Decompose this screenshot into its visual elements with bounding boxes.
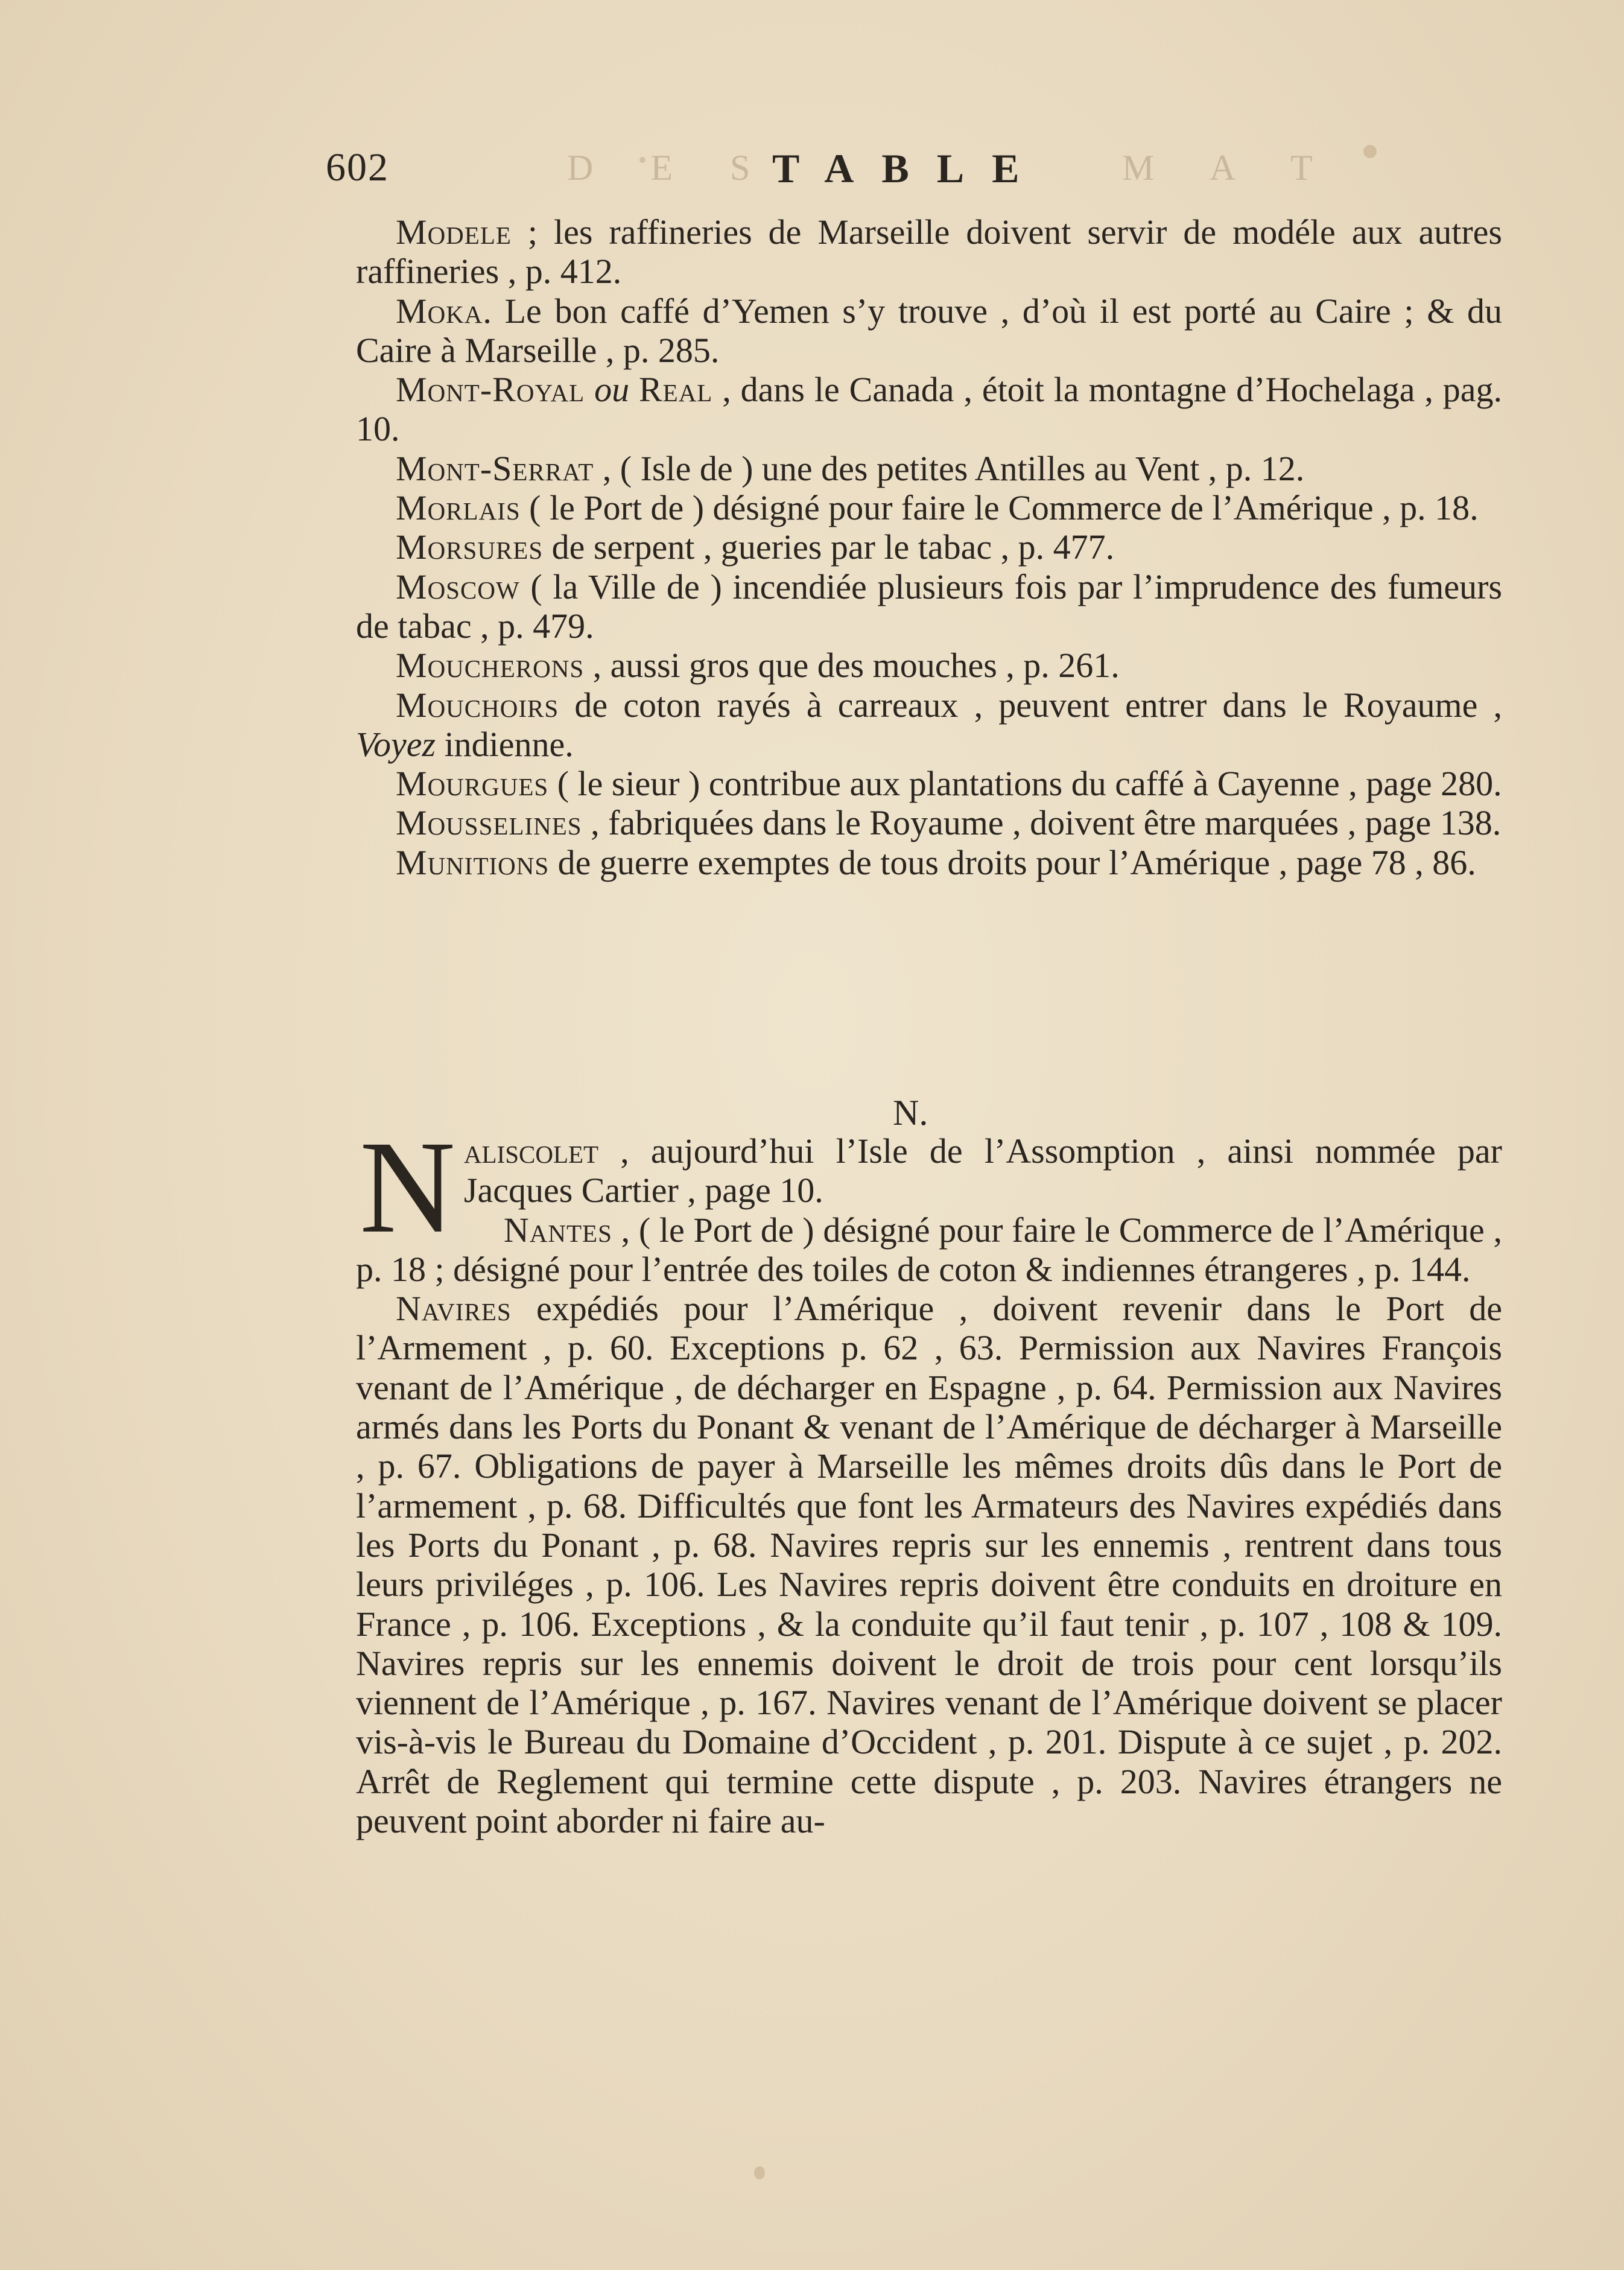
- entry-text: ( le Port de ) désigné pour faire le Commerce de l’Amérique , p. 18 ; désigné pour l’entrée des toiles de coton & indiennes étrangeres , p. 144.: [356, 1210, 1502, 1289]
- entry-headword: Moucherons: [396, 646, 585, 685]
- entry-headword: Nantes: [503, 1210, 612, 1250]
- entry-text: aussi gros que des mouches , p. 261.: [610, 646, 1120, 685]
- entry-separator: [512, 1289, 536, 1328]
- m-entries: [356, 212, 1502, 882]
- entry-connector: ou: [585, 370, 639, 410]
- entry-headword: Mourgues: [396, 764, 549, 804]
- entry-text: ( le Port de ) désigné pour faire le Commerce de l’Amérique , p. 18.: [529, 488, 1479, 528]
- index-entry: [356, 764, 1502, 803]
- entry-separator: ;: [511, 212, 554, 252]
- running-title: TABLE: [772, 145, 1047, 191]
- entry-headword: Navires: [396, 1289, 512, 1329]
- entry-text: les raffineries de Marseille doivent servir de modéle aux autres raffineries , p. 412.: [356, 212, 1502, 291]
- entry-text: de serpent , gueries par le tabac , p. 477.: [551, 527, 1115, 567]
- entry-headword: Mont-Serrat: [396, 448, 594, 488]
- paper-stain: [639, 157, 645, 163]
- index-entry: [356, 646, 1502, 685]
- page-number: 602: [326, 145, 389, 189]
- entry-headword: Morlais: [396, 488, 521, 528]
- entry-headword: Mont-Royal: [396, 370, 585, 410]
- running-head: [326, 145, 1490, 205]
- paper-stain: [1363, 145, 1377, 158]
- index-entry: [356, 370, 1502, 449]
- entry-text: ( Isle de ) une des petites Antilles au Vent , p. 12.: [620, 448, 1305, 488]
- entry-separator: [520, 567, 531, 606]
- entry-text-cont: indienne.: [444, 724, 574, 764]
- entry-text: ( le sieur ) contribue aux plantations du caffé à Cayenne , page 280.: [557, 764, 1502, 804]
- entry-text: expédiés pour l’Amérique , doivent revenir dans le Port de l’Armement , p. 60. Exceptions p. 62 , 63. Permission aux Navires François venant de l’Amérique , de décharger en Espagne , p. 64. Permission aux Navires armés dans les Ports du Ponant & venant de l’Amérique de décharger à Marseille , p. 67. Obligations de payer à Marseille les mêmes droits dûs dans le Port de l’armement , p. 68. Difficultés que font les Armateurs des Navires expédiés dans les Ports du Ponant , p. 68. Navires repris sur les ennemis , rentrent dans tous leurs priviléges , p. 106. Les Navires repris doivent être conduits en droiture en France , p. 106. Exceptions , & la conduite qu’il faut tenir , p. 107 , 108 & 109. Navires repris sur les ennemis doivent le droit de trois pour cent lorsqu’ils viennent de l’Amérique , p. 167. Navires venant de l’Amérique doivent se placer vis-à-vis le Bureau du Domaine d’Occident , p. 201. Dispute à ce sujet , p. 202. Arrêt de Reglement qui termine cette dispute , p. 203. Navires étrangers ne peuvent point aborder ni faire au-: [356, 1289, 1503, 1841]
- entry-headword: Mouchoirs: [396, 685, 559, 725]
- index-entry: [356, 488, 1502, 527]
- entry-separator: [559, 685, 574, 725]
- paper-stain: [754, 2166, 765, 2179]
- bleed-through-left: D E S: [567, 148, 775, 188]
- entry-text: fabriquées dans le Royaume , doivent être marquées , page 138.: [608, 803, 1502, 843]
- index-entry: [356, 1210, 1502, 1289]
- index-entry: [356, 527, 1502, 567]
- entry-text: Le bon caffé d’Yemen s’y trouve , d’où il est porté au Caire ; & du Caire à Marseille , p. 285.: [356, 291, 1502, 370]
- entry-headword: Morsures: [396, 527, 544, 567]
- entry-see-also: Voyez: [356, 724, 445, 764]
- entry-separator: ,: [584, 646, 611, 685]
- entry-separator: [548, 764, 557, 803]
- entry-text: de guerre exemptes de tous droits pour l’Amérique , page 78 , 86.: [557, 842, 1476, 882]
- entry-headword: Mousselines: [396, 803, 582, 843]
- entry-separator: .: [483, 291, 505, 331]
- entry-separator: ,: [594, 448, 620, 488]
- index-entry: [356, 803, 1502, 842]
- entry-text: aujourd’hui l’Isle de l’Assomption , ainsi nommée par Jacques Cartier , page 10.: [463, 1131, 1502, 1210]
- bleed-through-right: M A T: [1122, 148, 1337, 188]
- entry-headword: Moscow: [396, 567, 520, 606]
- index-entry: [356, 1289, 1502, 1840]
- index-entry: [356, 449, 1502, 488]
- section-heading: N.: [893, 1093, 928, 1133]
- entry-text: ( la Ville de ) incendiée plusieurs fois par l’imprudence des fumeurs de tabac , p. 479.: [356, 567, 1502, 646]
- entry-headword: Moka: [396, 291, 483, 331]
- entry-text: dans le Canada , étoit la montagne d’Hochelaga , pag. 10.: [356, 370, 1503, 449]
- index-entry: [356, 685, 1502, 765]
- entry-text: de coton rayés à carreaux , peuvent entrer dans le Royaume ,: [574, 685, 1502, 725]
- entry-separator: [549, 843, 558, 882]
- entry-separator: ,: [612, 1210, 639, 1250]
- entry-separator: ,: [582, 803, 609, 843]
- entry-separator: [521, 488, 530, 527]
- entry-headword: Munitions: [396, 842, 550, 882]
- drop-cap: N: [360, 1113, 455, 1261]
- n-entries: [356, 1113, 1503, 1841]
- entry-headword: Modele: [396, 212, 512, 252]
- index-entry: [356, 567, 1502, 646]
- index-entry: [356, 291, 1502, 370]
- index-entry: [356, 843, 1502, 882]
- index-entry: [356, 212, 1502, 291]
- entry-separator: ,: [598, 1131, 651, 1171]
- entry-headword-alt: Real: [638, 370, 713, 410]
- entry-separator: ,: [712, 370, 741, 410]
- entry-separator: [543, 527, 552, 567]
- entry-headword: aliscolet: [463, 1131, 599, 1171]
